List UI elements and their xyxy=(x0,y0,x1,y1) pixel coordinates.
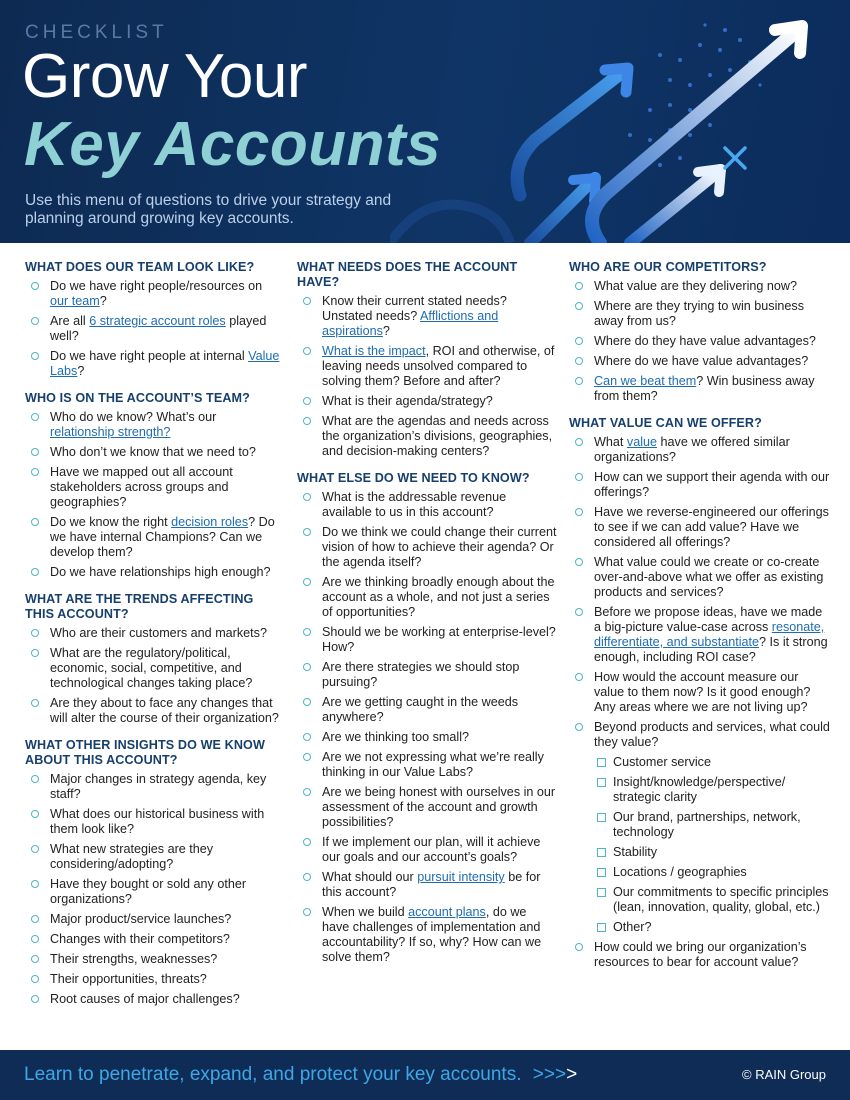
item-text: , do we have challenges of implementation and accountability? If so, why? How can we solve them? xyxy=(322,905,542,964)
item-text: What does our historical business with them look like? xyxy=(50,807,265,836)
circle-bullet-icon xyxy=(575,357,583,365)
checklist-item[interactable] xyxy=(569,279,831,294)
checklist-item[interactable] xyxy=(297,750,557,780)
circle-bullet-icon xyxy=(303,873,311,881)
checklist-item[interactable] xyxy=(25,515,281,560)
circle-bullet-icon xyxy=(303,493,311,501)
item-text: Are there strategies we should stop pursuing? xyxy=(322,660,520,689)
circle-bullet-icon xyxy=(31,975,39,983)
copyright-text: © RAIN Group xyxy=(742,1067,826,1082)
link-pursuit-intensity[interactable]: pursuit intensity xyxy=(417,870,505,884)
page-title-line2: Key Accounts xyxy=(24,110,442,179)
circle-bullet-icon xyxy=(303,753,311,761)
circle-bullet-icon xyxy=(303,297,311,305)
item-text: Before we propose ideas, have we made a big-picture value-case across xyxy=(594,605,823,634)
circle-bullet-icon xyxy=(303,663,311,671)
item-text: Root causes of major challenges? xyxy=(50,992,240,1006)
checklist-item[interactable] xyxy=(569,720,831,935)
circle-bullet-icon xyxy=(303,908,311,916)
question-list xyxy=(25,279,281,379)
item-text: What xyxy=(594,435,627,449)
circle-bullet-icon xyxy=(303,397,311,405)
section-heading: WHAT ARE THE TRENDS AFFECTING THIS ACCOUNT? xyxy=(25,592,254,621)
footer-arrows-icon[interactable]: >>>> xyxy=(532,1064,578,1085)
circle-bullet-icon xyxy=(303,528,311,536)
section-heading: WHAT DOES OUR TEAM LOOK LIKE? xyxy=(25,260,255,274)
checklist-item[interactable] xyxy=(569,354,831,369)
item-text: Do we know the right xyxy=(50,515,172,529)
link-account-plans[interactable]: account plans xyxy=(408,905,486,919)
item-text: ? Is it strong enough, including ROI case? xyxy=(594,635,828,664)
circle-bullet-icon xyxy=(31,568,39,576)
circle-bullet-icon xyxy=(303,578,311,586)
checklist-item[interactable] xyxy=(569,374,831,404)
circle-bullet-icon xyxy=(575,508,583,516)
circle-bullet-icon xyxy=(31,317,39,325)
growth-arrows-graphic xyxy=(390,0,850,243)
checklist-item[interactable] xyxy=(297,344,557,389)
checklist-item[interactable] xyxy=(25,349,281,379)
section-heading: WHO IS ON THE ACCOUNT’S TEAM? xyxy=(25,391,250,405)
item-text: What are the regulatory/political, economic, social, competitive, and technological changes taking place? xyxy=(50,646,253,690)
item-text: Where are they trying to win business away from us? xyxy=(594,299,804,328)
item-text: Are they about to face any changes that will alter the course of their organization? xyxy=(50,696,279,725)
section-heading: WHO ARE OUR COMPETITORS? xyxy=(569,260,767,274)
circle-bullet-icon xyxy=(575,282,583,290)
checkbox-icon[interactable] xyxy=(597,778,606,787)
checklist-item[interactable] xyxy=(569,470,831,500)
checklist-item[interactable] xyxy=(297,625,557,655)
checkbox-item[interactable] xyxy=(594,810,831,840)
item-text: Who are their customers and markets? xyxy=(50,626,267,640)
circle-bullet-icon xyxy=(31,955,39,963)
checkbox-icon[interactable] xyxy=(597,868,606,877)
circle-bullet-icon xyxy=(575,673,583,681)
checklist-item[interactable] xyxy=(569,605,831,665)
circle-bullet-icon xyxy=(575,438,583,446)
checklist-item[interactable] xyxy=(25,932,281,947)
circle-bullet-icon xyxy=(31,413,39,421)
circle-bullet-icon xyxy=(31,518,39,526)
checklist-item[interactable] xyxy=(297,525,557,570)
circle-bullet-icon xyxy=(575,723,583,731)
checklist-item[interactable] xyxy=(569,505,831,550)
checklist-item[interactable] xyxy=(569,555,831,600)
checklist-item[interactable] xyxy=(25,646,281,691)
checkbox-icon[interactable] xyxy=(597,848,606,857)
checklist-item[interactable] xyxy=(25,465,281,510)
checkbox-label: Our brand, partnerships, network, technology xyxy=(613,810,801,839)
checklist-item[interactable] xyxy=(25,807,281,837)
footer-bar xyxy=(0,1050,850,1100)
checklist-item[interactable] xyxy=(25,279,281,309)
checkbox-item[interactable] xyxy=(594,865,831,880)
circle-bullet-icon xyxy=(31,629,39,637)
item-text: , ROI and otherwise, of leaving needs unsolved compared to solving them? Before and after? xyxy=(322,344,555,388)
question-list xyxy=(569,279,831,404)
circle-bullet-icon xyxy=(31,810,39,818)
circle-bullet-icon xyxy=(31,468,39,476)
checkbox-label: Stability xyxy=(613,845,658,859)
eyebrow-label: CHECKLIST xyxy=(25,22,168,43)
checklist-item[interactable] xyxy=(25,445,281,460)
checklist-item[interactable] xyxy=(25,696,281,726)
item-text: Major product/service launches? xyxy=(50,912,232,926)
item-text: Where do they have value advantages? xyxy=(594,334,816,348)
question-list xyxy=(569,435,831,970)
item-text: What value could we create or co-create over-and-above what we offer as existing products and services? xyxy=(594,555,824,599)
item-text: What should our xyxy=(322,870,418,884)
checklist-item[interactable] xyxy=(25,972,281,987)
item-text: What is their agenda/strategy? xyxy=(322,394,493,408)
item-text: Who do we know? What’s our xyxy=(50,410,217,424)
checkbox-item[interactable] xyxy=(594,775,831,805)
circle-bullet-icon xyxy=(31,880,39,888)
item-text: Beyond products and services, what could they value? xyxy=(594,720,830,749)
checklist-item[interactable] xyxy=(25,626,281,641)
circle-bullet-icon xyxy=(31,915,39,923)
checklist-item[interactable] xyxy=(297,660,557,690)
checklist-item[interactable] xyxy=(25,877,281,907)
item-text: Do we have right people at internal xyxy=(50,349,249,363)
value-options-list xyxy=(594,755,831,935)
column-right xyxy=(569,258,831,975)
circle-bullet-icon xyxy=(303,628,311,636)
circle-bullet-icon xyxy=(575,473,583,481)
checklist-item[interactable] xyxy=(297,785,557,830)
item-text: ? xyxy=(77,364,85,378)
checklist-item[interactable] xyxy=(25,842,281,872)
page-subtitle: Use this menu of questions to drive your strategy and planning around growing key accounts. xyxy=(25,192,392,227)
circle-bullet-icon xyxy=(575,558,583,566)
link-decision-roles[interactable]: decision roles xyxy=(171,515,249,529)
item-text: Do we think we could change their current vision of how to achieve their agenda? Or the agenda itself? xyxy=(322,525,557,569)
circle-bullet-icon xyxy=(31,699,39,707)
checkbox-label: Insight/knowledge/perspective/ strategic clarity xyxy=(613,775,786,804)
item-text: Are we getting caught in the weeds anywhere? xyxy=(322,695,519,724)
link-6-strategic-account-roles[interactable]: 6 strategic account roles xyxy=(89,314,226,328)
checkbox-icon[interactable] xyxy=(597,758,606,767)
item-text: How can we support their agenda with our offerings? xyxy=(594,470,830,499)
checkbox-item[interactable] xyxy=(594,920,831,935)
circle-bullet-icon xyxy=(31,448,39,456)
circle-bullet-icon xyxy=(303,733,311,741)
item-text: When we build xyxy=(322,905,409,919)
checklist-item[interactable] xyxy=(297,905,557,965)
checklist-item[interactable] xyxy=(25,314,281,344)
checklist-item[interactable] xyxy=(297,414,557,459)
link-value[interactable]: value xyxy=(626,435,658,449)
section-heading: WHAT OTHER INSIGHTS DO WE KNOW ABOUT THIS ACCOUNT? xyxy=(25,738,265,767)
checklist-item[interactable] xyxy=(25,912,281,927)
question-list xyxy=(25,772,281,1007)
circle-bullet-icon xyxy=(31,649,39,657)
item-text: Their strengths, weaknesses? xyxy=(50,952,218,966)
item-text: Major changes in strategy agenda, key staff? xyxy=(50,772,267,801)
checkbox-item[interactable] xyxy=(594,885,831,915)
checkbox-item[interactable] xyxy=(594,755,831,770)
checklist-item[interactable] xyxy=(297,575,557,620)
item-text: Should we be working at enterprise-level? How? xyxy=(322,625,556,654)
checklist-item[interactable] xyxy=(297,490,557,520)
circle-bullet-icon xyxy=(575,943,583,951)
checklist-item[interactable] xyxy=(297,695,557,725)
item-text: be for this account? xyxy=(322,870,541,899)
circle-bullet-icon xyxy=(303,838,311,846)
item-text: Do we have right people/resources on xyxy=(50,279,263,293)
link-our-team[interactable]: our team xyxy=(50,294,100,308)
checklist-item[interactable] xyxy=(297,870,557,900)
circle-bullet-icon xyxy=(31,282,39,290)
checklist-item[interactable] xyxy=(25,992,281,1007)
circle-bullet-icon xyxy=(31,352,39,360)
circle-bullet-icon xyxy=(303,788,311,796)
item-text: Are we not expressing what we’re really thinking in our Value Labs? xyxy=(322,750,544,779)
checkbox-label: Customer service xyxy=(613,755,711,769)
page-title-line1: Grow Your xyxy=(22,42,308,111)
circle-bullet-icon xyxy=(31,845,39,853)
checklist-item[interactable] xyxy=(25,410,281,440)
footer-cta-text[interactable]: Learn to penetrate, expand, and protect your key accounts. xyxy=(24,1064,522,1085)
item-text: Do we have relationships high enough? xyxy=(50,565,271,579)
checklist-item[interactable] xyxy=(25,772,281,802)
item-text: Their opportunities, threats? xyxy=(50,972,207,986)
section-heading: WHAT NEEDS DOES THE ACCOUNT HAVE? xyxy=(297,260,518,289)
item-text: ? xyxy=(99,294,107,308)
question-list xyxy=(25,626,281,726)
circle-bullet-icon xyxy=(31,775,39,783)
link-value-labs[interactable]: Value Labs xyxy=(50,349,280,378)
checklist-item[interactable] xyxy=(297,394,557,409)
checklist-item[interactable] xyxy=(569,435,831,465)
section-heading: WHAT ELSE DO WE NEED TO KNOW? xyxy=(297,471,530,485)
section-heading: WHAT VALUE CAN WE OFFER? xyxy=(569,416,762,430)
checkbox-item[interactable] xyxy=(594,845,831,860)
checkbox-icon[interactable] xyxy=(597,813,606,822)
checklist-item[interactable] xyxy=(297,835,557,865)
item-text: If we implement our plan, will it achieve our goals and our account’s goals? xyxy=(322,835,541,864)
footer-cta-link[interactable] xyxy=(24,1064,577,1086)
item-text: Are all xyxy=(50,314,90,328)
checkbox-label: Locations / geographies xyxy=(613,865,747,879)
item-text: have we offered similar organizations? xyxy=(594,435,790,464)
item-text: Changes with their competitors? xyxy=(50,932,230,946)
link-afflictions-and-aspirations[interactable]: Afflictions and aspirations xyxy=(322,309,499,338)
link-relationship-strength[interactable]: relationship strength? xyxy=(50,425,171,439)
checklist-item[interactable] xyxy=(297,294,557,339)
item-text: Are we being honest with ourselves in our assessment of the account and growth possibilities? xyxy=(322,785,556,829)
item-text: Are we thinking too small? xyxy=(322,730,469,744)
item-text: played well? xyxy=(50,314,267,343)
checklist-item[interactable] xyxy=(569,940,831,970)
header-banner xyxy=(0,0,850,243)
item-text: Where do we have value advantages? xyxy=(594,354,809,368)
item-text: ? Win business away from them? xyxy=(594,374,815,403)
checkbox-icon[interactable] xyxy=(597,888,606,897)
item-text: How would the account measure our value to them now? Is it good enough? Any areas where we are not living up? xyxy=(594,670,811,714)
checklist-item[interactable] xyxy=(25,565,281,580)
circle-bullet-icon xyxy=(303,417,311,425)
checklist-item[interactable] xyxy=(569,334,831,349)
link-can-we-beat-them[interactable]: Can we beat them xyxy=(594,374,697,388)
question-list xyxy=(297,294,557,459)
circle-bullet-icon xyxy=(575,608,583,616)
checkbox-label: Other? xyxy=(613,920,652,934)
circle-bullet-icon xyxy=(575,337,583,345)
circle-bullet-icon xyxy=(303,347,311,355)
item-text: How could we bring our organization’s resources to bear for account value? xyxy=(594,940,807,969)
checklist-item[interactable] xyxy=(25,952,281,967)
checkbox-icon[interactable] xyxy=(597,923,606,932)
circle-bullet-icon xyxy=(575,377,583,385)
question-list xyxy=(297,490,557,965)
checklist-item[interactable] xyxy=(569,670,831,715)
checkbox-label: Our commitments to specific principles (lean, innovation, quality, global, etc.) xyxy=(613,885,829,914)
circle-bullet-icon xyxy=(31,995,39,1003)
item-text: Have we mapped out all account stakeholders across groups and geographies? xyxy=(50,465,233,509)
item-text: What are the agendas and needs across the organization’s divisions, geographies, and decision-making centers? xyxy=(322,414,553,458)
item-text: What value are they delivering now? xyxy=(594,279,798,293)
link-resonate-differentiate-and-substantiate[interactable]: resonate, differentiate, and substantiate xyxy=(594,620,825,649)
item-text: Are we thinking broadly enough about the account as a whole, and not just a series of opportunities? xyxy=(322,575,555,619)
column-middle xyxy=(297,258,557,970)
circle-bullet-icon xyxy=(575,302,583,310)
item-text: ? xyxy=(382,324,390,338)
checklist-item[interactable] xyxy=(569,299,831,329)
item-text: What is the addressable revenue available to us in this account? xyxy=(322,490,507,519)
item-text: What new strategies are they considering/adopting? xyxy=(50,842,214,871)
question-list xyxy=(25,410,281,580)
item-text: Who don’t we know that we need to? xyxy=(50,445,256,459)
link-what-is-the-impact[interactable]: What is the impact xyxy=(322,344,426,358)
circle-bullet-icon xyxy=(31,935,39,943)
checklist-item[interactable] xyxy=(297,730,557,745)
column-left xyxy=(25,258,281,1012)
item-text: Have they bought or sold any other organizations? xyxy=(50,877,247,906)
item-text: ? Do we have internal Champions? Can we develop them? xyxy=(50,515,275,559)
circle-bullet-icon xyxy=(303,698,311,706)
item-text: Have we reverse-engineered our offerings to see if we can add value? Have we considered all offerings? xyxy=(594,505,829,549)
item-text: Know their current stated needs? Unstated needs? xyxy=(322,294,507,323)
